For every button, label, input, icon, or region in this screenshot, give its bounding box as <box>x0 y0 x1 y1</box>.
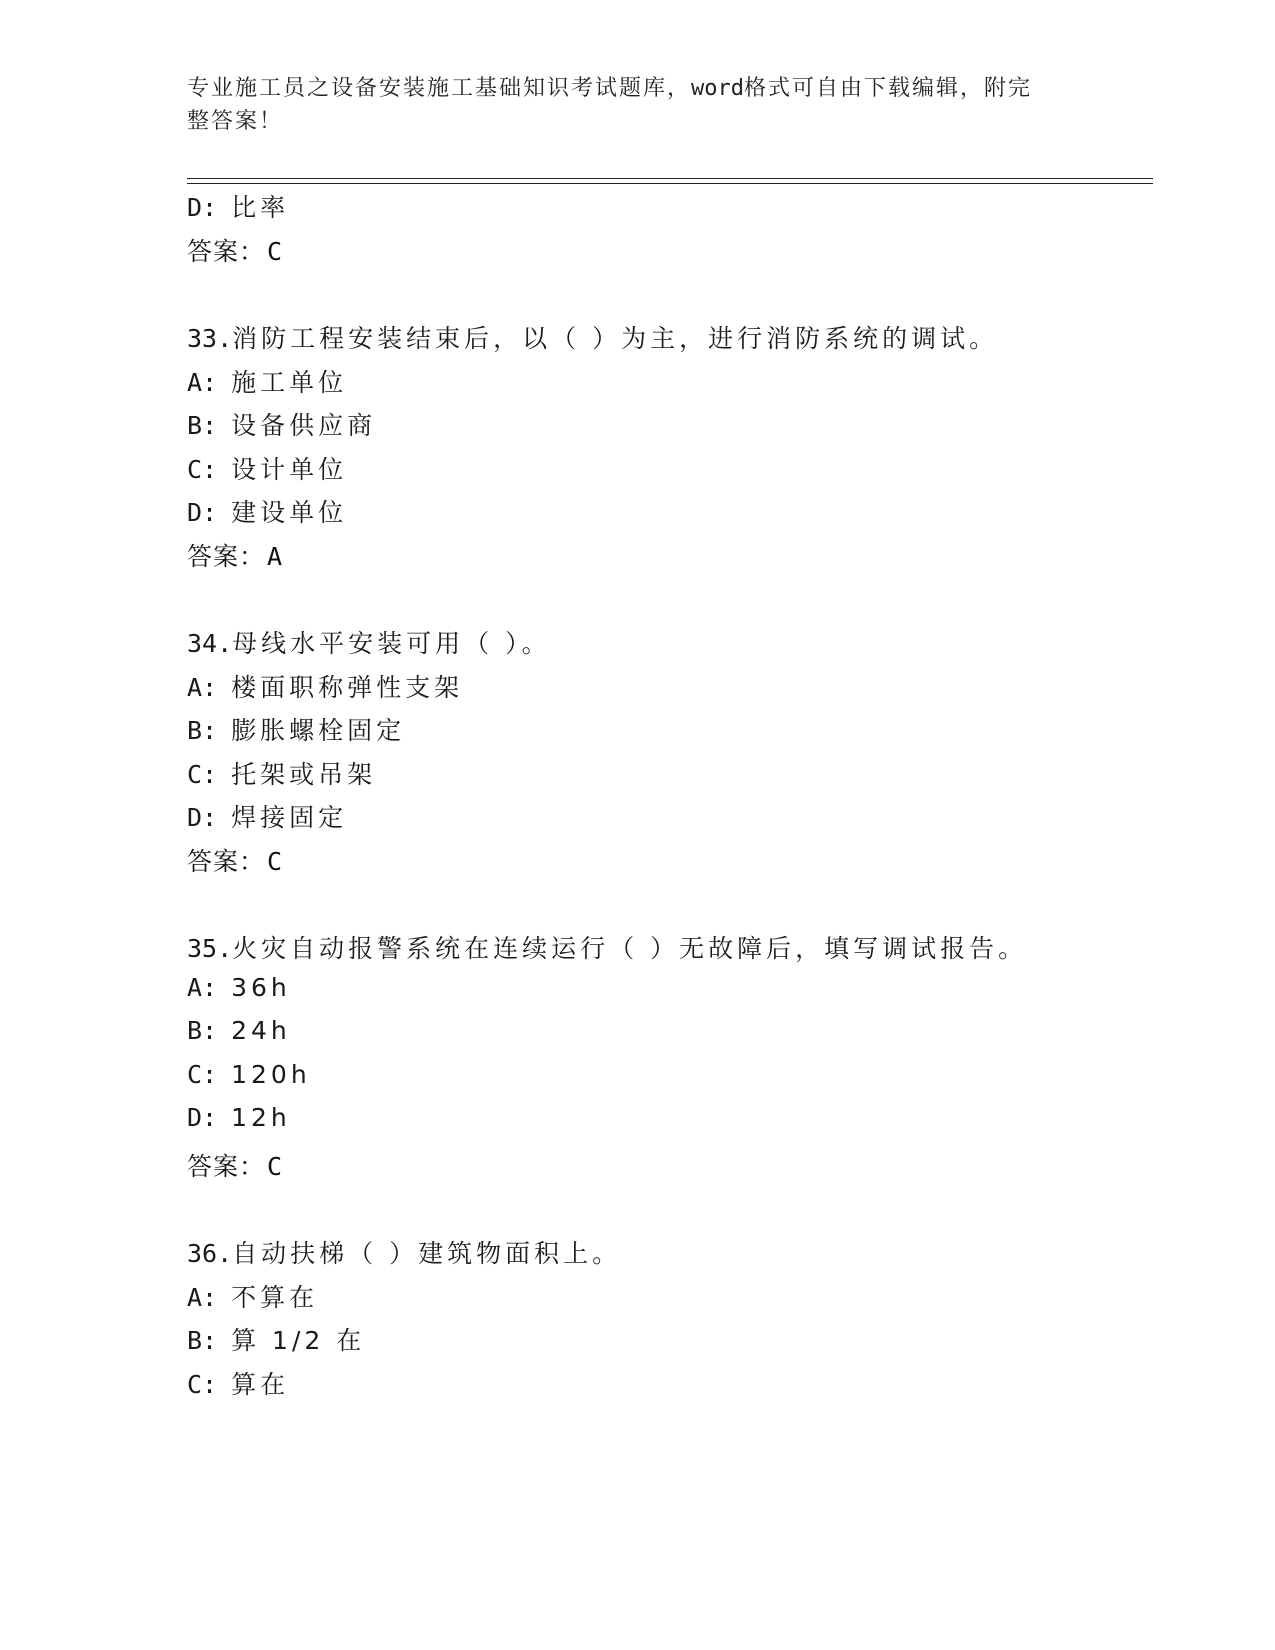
option-text: 设备供应商 <box>231 411 377 440</box>
question-35-option-c <box>187 1060 311 1089</box>
question-number: 36. <box>187 1239 233 1268</box>
question-text: 火灾自动报警系统在连续运行（ ）无故障后，填写调试报告。 <box>232 934 1028 963</box>
option-text: 托架或吊架 <box>231 760 377 789</box>
option-label: A: <box>187 673 218 702</box>
question-35-answer <box>187 1147 283 1183</box>
question-35-option-b <box>187 1016 291 1045</box>
question-34-option-d <box>187 798 347 834</box>
answer-value: A <box>267 542 284 571</box>
option-label: C: <box>187 1370 218 1399</box>
question-text: 自动扶梯（ ）建筑物面积上。 <box>232 1239 622 1268</box>
option-label: A: <box>187 973 218 1002</box>
header-divider-top <box>187 178 1153 179</box>
question-33-option-d <box>187 493 347 529</box>
question-number: 34. <box>187 629 233 658</box>
question-36-option-c <box>187 1365 289 1401</box>
prev-option-d <box>187 188 289 224</box>
answer-value: C <box>267 1152 284 1181</box>
question-number: 33. <box>187 324 233 353</box>
option-label: C: <box>187 760 218 789</box>
header-text-pre: 专业施工员之设备安装施工基础知识考试题库， <box>187 76 692 101</box>
option-text: 建设单位 <box>231 498 348 527</box>
question-34-option-b <box>187 711 405 747</box>
question-33-option-b <box>187 406 376 442</box>
option-text: 36h <box>231 973 291 1002</box>
option-label: D: <box>187 1103 218 1132</box>
option-label: D: <box>187 193 218 222</box>
question-text: 母线水平安装可用（ ）。 <box>232 629 551 658</box>
question-text: 消防工程安装结束后，以（ ）为主，进行消防系统的调试。 <box>232 324 999 353</box>
prev-answer <box>187 232 283 268</box>
option-text: 不算在 <box>231 1283 319 1312</box>
question-34-option-a <box>187 668 463 704</box>
question-36-option-b <box>187 1321 365 1357</box>
option-text: 设计单位 <box>231 455 348 484</box>
question-33-answer <box>187 537 283 573</box>
option-text: 120h <box>231 1060 311 1089</box>
option-label: B: <box>187 411 218 440</box>
option-label: D: <box>187 498 218 527</box>
answer-label: 答案： <box>187 542 266 571</box>
option-text: 楼面职称弹性支架 <box>231 673 464 702</box>
question-35-stem <box>187 929 1027 965</box>
header-text-post: 格式可自由下载编辑，附完 <box>744 76 1033 101</box>
option-text: 12h <box>231 1103 291 1132</box>
answer-label: 答案： <box>187 847 266 876</box>
header-divider-bottom <box>187 183 1153 184</box>
option-text: 膨胀螺栓固定 <box>231 716 406 745</box>
option-label: C: <box>187 1060 218 1089</box>
question-35-option-d <box>187 1103 291 1132</box>
header-line-1 <box>187 72 1067 105</box>
question-36-option-a <box>187 1278 318 1314</box>
option-label: B: <box>187 1326 218 1355</box>
option-text: 算在 <box>231 1370 290 1399</box>
question-35-option-a <box>187 973 291 1002</box>
question-33-option-c <box>187 450 347 486</box>
answer-value: C <box>267 237 284 266</box>
option-label: A: <box>187 1283 218 1312</box>
option-text: 比率 <box>231 193 290 222</box>
question-34-option-c <box>187 755 376 791</box>
option-text: 算 1/2 在 <box>231 1326 366 1355</box>
header-line-2: 整答案！ <box>187 109 284 134</box>
header-text-word: word <box>691 76 744 101</box>
option-text: 施工单位 <box>231 368 348 397</box>
document-header <box>187 72 1067 138</box>
answer-label: 答案： <box>187 237 266 266</box>
question-34-stem <box>187 624 551 660</box>
question-number: 35. <box>187 934 233 963</box>
option-label: C: <box>187 455 218 484</box>
option-text: 24h <box>231 1016 291 1045</box>
answer-value: C <box>267 847 284 876</box>
option-label: B: <box>187 1016 218 1045</box>
option-label: B: <box>187 716 218 745</box>
answer-label: 答案： <box>187 1152 266 1181</box>
question-33-option-a <box>187 363 347 399</box>
question-33-stem <box>187 319 998 355</box>
question-36-stem <box>187 1234 621 1270</box>
option-label: D: <box>187 803 218 832</box>
question-34-answer <box>187 842 283 878</box>
option-text: 焊接固定 <box>231 803 348 832</box>
option-label: A: <box>187 368 218 397</box>
